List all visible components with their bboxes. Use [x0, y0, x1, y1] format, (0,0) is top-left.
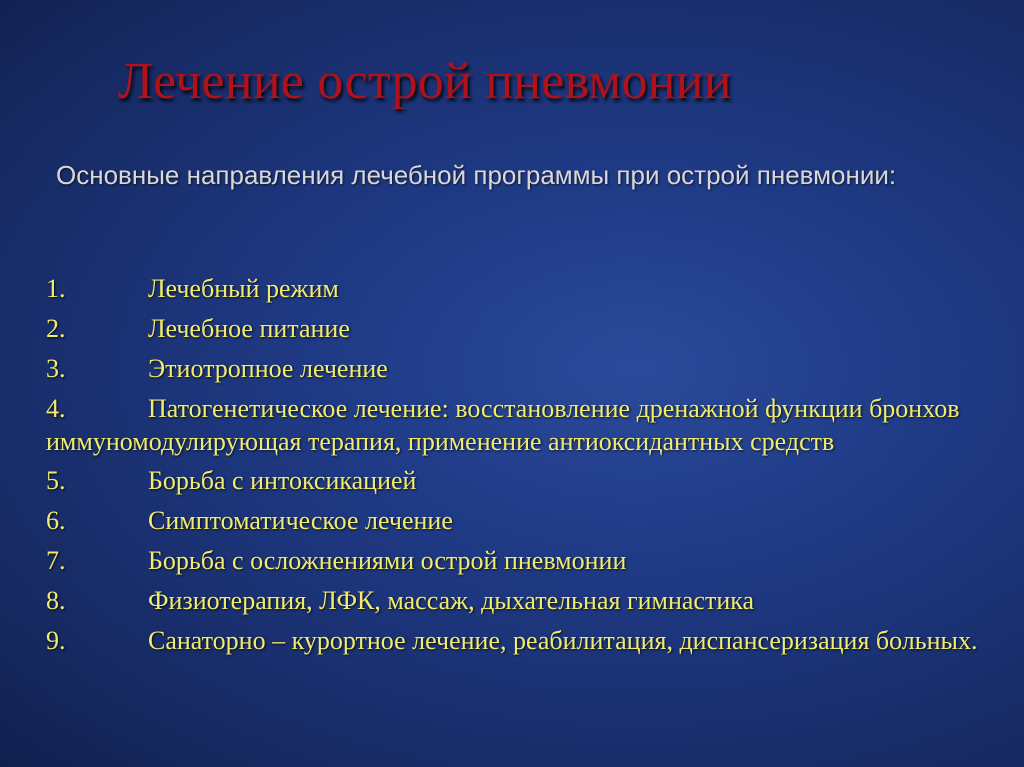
list-item: [46, 624, 986, 657]
slide-title: Лечение острой пневмонии: [118, 53, 732, 110]
treatment-list: [46, 272, 986, 663]
list-item: [46, 544, 986, 578]
list-item-number: 6.: [46, 506, 66, 535]
list-item: [46, 392, 986, 458]
list-item: [46, 504, 986, 538]
list-item-number: 7.: [46, 546, 66, 575]
list-item: [46, 464, 986, 498]
list-item-text: Лечебный режим: [148, 274, 339, 303]
list-item-text: Патогенетическое лечение: восстановление дренажной функции бронхов иммуномодулирующая терапия, применение антиоксидантных средств: [46, 394, 960, 456]
list-item-text: Санаторно – курортное лечение, реабилитация, диспансеризация больных.: [148, 626, 978, 655]
list-item-number: 4.: [46, 394, 66, 423]
intro-text: Основные направления лечебной программы при острой пневмонии:: [56, 160, 897, 190]
list-item: [46, 272, 986, 306]
list-item-number: 5.: [46, 466, 66, 495]
list-item-number: 9.: [46, 626, 66, 655]
list-item: [46, 352, 986, 386]
list-item-text: Физиотерапия, ЛФК, массаж, дыхательная гимнастика: [148, 586, 755, 615]
list-item-text: Симптоматическое лечение: [148, 506, 453, 535]
list-item-text: Борьба с интоксикацией: [148, 466, 417, 495]
list-item-number: 2.: [46, 314, 66, 343]
list-item-number: 3.: [46, 354, 66, 383]
list-item-text: Лечебное питание: [148, 314, 350, 343]
list-item-number: 8.: [46, 586, 66, 615]
list-item-number: 1.: [46, 274, 66, 303]
list-item-text: Борьба с осложнениями острой пневмонии: [148, 546, 627, 575]
list-item: [46, 312, 986, 346]
list-item-text: Этиотропное лечение: [148, 354, 388, 383]
list-item: [46, 584, 986, 618]
